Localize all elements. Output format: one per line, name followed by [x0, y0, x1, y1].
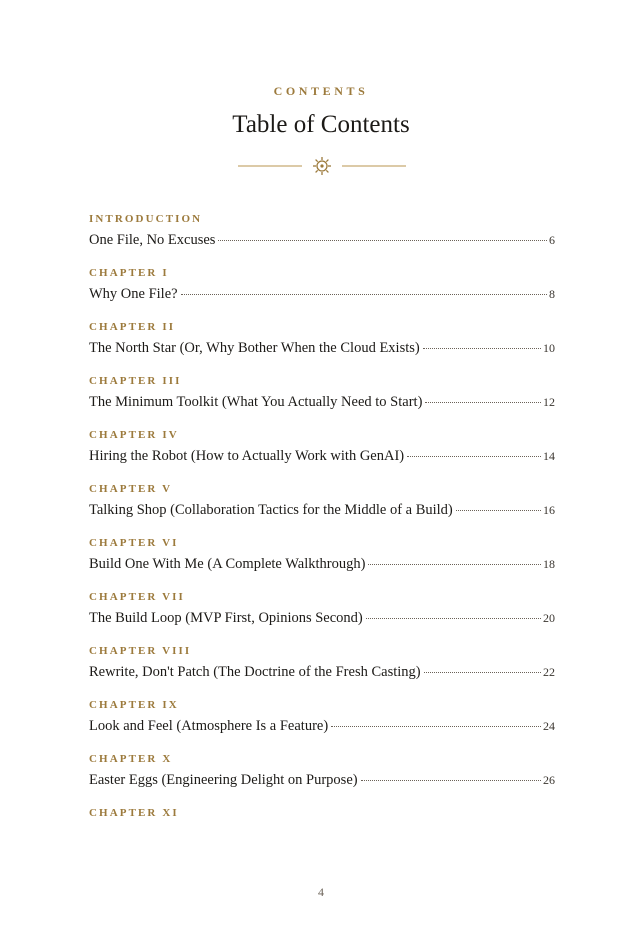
- entry-title[interactable]: Easter Eggs (Engineering Delight on Purpose): [89, 772, 358, 788]
- page-number: 26: [543, 773, 555, 787]
- entry-title[interactable]: Hiring the Robot (How to Actually Work with GenAI): [89, 448, 405, 464]
- toc-entry[interactable]: [89, 482, 555, 536]
- toc-entry[interactable]: [89, 536, 555, 590]
- dot-leader: [366, 617, 541, 619]
- dot-leader: [456, 509, 541, 511]
- toc-line[interactable]: [89, 340, 555, 357]
- dot-leader: [361, 779, 541, 781]
- chapter-label: CHAPTER VIII: [89, 645, 192, 657]
- chapter-label: CHAPTER IV: [89, 429, 179, 441]
- toc-entry: [89, 806, 555, 860]
- entry-title[interactable]: Why One File?: [89, 286, 178, 302]
- page-number: 18: [543, 557, 555, 571]
- toc-line[interactable]: [89, 718, 555, 735]
- entry-title[interactable]: The North Star (Or, Why Bother When the Cloud Exists): [89, 340, 420, 356]
- chapter-label: CHAPTER XI: [89, 807, 179, 819]
- chapter-label: CHAPTER V: [89, 483, 173, 495]
- page-number: 20: [543, 611, 555, 625]
- chapter-label: CHAPTER I: [89, 267, 169, 279]
- dot-leader: [425, 401, 541, 403]
- chapter-label: CHAPTER VI: [89, 537, 179, 549]
- toc-line[interactable]: [89, 502, 555, 519]
- toc-line[interactable]: [89, 232, 555, 249]
- page-number: 8: [549, 287, 555, 301]
- page-number: 24: [543, 719, 555, 733]
- dot-leader: [218, 239, 547, 241]
- toc-list: [89, 212, 555, 860]
- title-ornament: [238, 154, 406, 178]
- chapter-label: CHAPTER VII: [89, 591, 185, 603]
- entry-title[interactable]: Talking Shop (Collaboration Tactics for the Middle of a Build): [89, 502, 453, 518]
- chapter-label: CHAPTER X: [89, 753, 173, 765]
- toc-line[interactable]: [89, 556, 555, 573]
- toc-entry[interactable]: [89, 212, 555, 266]
- toc-line[interactable]: [89, 610, 555, 627]
- entry-title[interactable]: The Minimum Toolkit (What You Actually Need to Start): [89, 394, 423, 410]
- toc-line[interactable]: [89, 394, 555, 411]
- page-number: 10: [543, 341, 555, 355]
- toc-line[interactable]: [89, 772, 555, 789]
- toc-entry[interactable]: [89, 752, 555, 806]
- entry-title[interactable]: Rewrite, Don't Patch (The Doctrine of the Fresh Casting): [89, 664, 421, 680]
- dot-leader: [331, 725, 541, 727]
- entry-title[interactable]: One File, No Excuses: [89, 232, 216, 248]
- dot-leader: [368, 563, 541, 565]
- entry-title[interactable]: The Build Loop (MVP First, Opinions Second): [89, 610, 363, 626]
- chapter-label: CHAPTER IX: [89, 699, 179, 711]
- page-number: 12: [543, 395, 555, 409]
- dot-leader: [407, 455, 541, 457]
- folio-page-number: 4: [318, 885, 324, 899]
- chapter-label: CHAPTER III: [89, 375, 182, 387]
- page-number: 6: [549, 233, 555, 247]
- page-title: Table of Contents: [232, 111, 410, 138]
- page-number: 22: [543, 665, 555, 679]
- toc-entry[interactable]: [89, 644, 555, 698]
- toc-entry[interactable]: [89, 266, 555, 320]
- chapter-label: INTRODUCTION: [89, 213, 203, 225]
- toc-entry[interactable]: [89, 698, 555, 752]
- toc-line[interactable]: [89, 286, 555, 303]
- toc-entry[interactable]: [89, 374, 555, 428]
- toc-entry[interactable]: [89, 320, 555, 374]
- chapter-label: CHAPTER II: [89, 321, 176, 333]
- toc-line[interactable]: [89, 664, 555, 681]
- page-number: 16: [543, 503, 555, 517]
- toc-entry[interactable]: [89, 590, 555, 644]
- dot-leader: [181, 293, 547, 295]
- dot-leader: [424, 671, 541, 673]
- toc-entry[interactable]: [89, 428, 555, 482]
- page-number: 14: [543, 449, 555, 463]
- entry-title[interactable]: Look and Feel (Atmosphere Is a Feature): [89, 718, 329, 734]
- toc-line[interactable]: [89, 448, 555, 465]
- sun-compass-icon: [313, 157, 331, 175]
- entry-title[interactable]: Build One With Me (A Complete Walkthrough): [89, 556, 366, 572]
- section-kicker: CONTENTS: [273, 84, 369, 98]
- dot-leader: [423, 347, 541, 349]
